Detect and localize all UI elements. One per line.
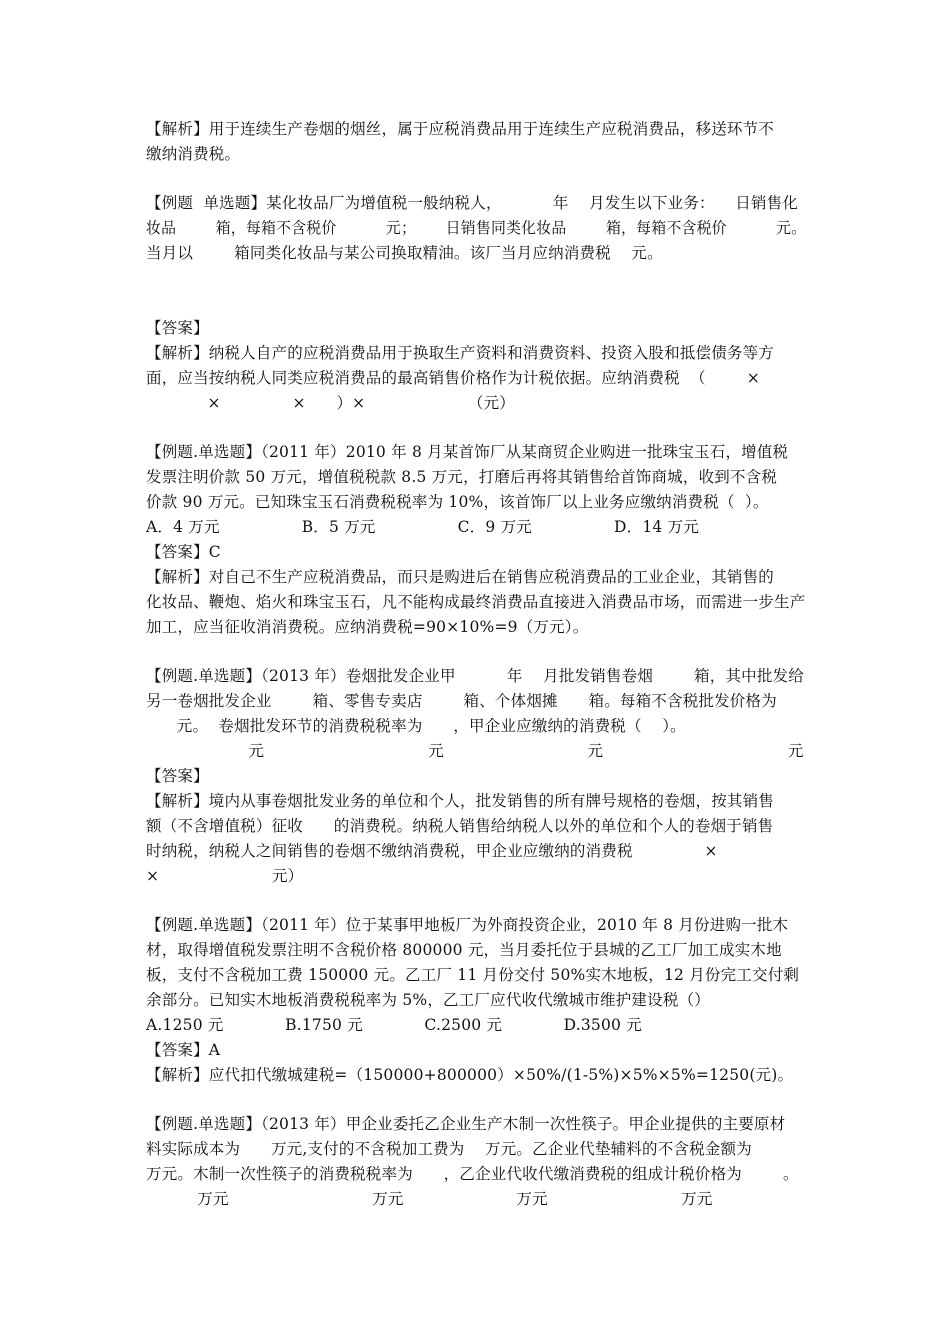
- options-line: A.1250 元 B.1750 元 C.2500 元 D.3500 元: [146, 1016, 642, 1034]
- question-line: 材，取得增值税发票注明不含税价格 800000 元，当月委托位于县城的乙工厂加工成实木地: [146, 941, 782, 959]
- analysis-line: 【解析】应代扣代缴城建税=（150000+800000）×50%/(1-5%)×5%×5%=1250(元)。: [146, 1066, 794, 1084]
- question-line: 【例题.单选题】（2013 年）卷烟批发企业甲 年 月批发销售卷烟 箱，其中批发给: [146, 667, 804, 685]
- analysis-line: 加工，应当征收消消费税。应纳消费税=90×10%=9（万元）。: [146, 618, 589, 636]
- analysis-line: 化妆品、鞭炮、焰火和珠宝玉石，凡不能构成最终消费品直接进入消费品市场，而需进一步生产: [146, 593, 806, 611]
- analysis-line: 【解析】用于连续生产卷烟的烟丝，属于应税消费品用于连续生产应税消费品，移送环节不: [146, 120, 775, 138]
- analysis-line: 【解析】对自己不生产应税消费品，而只是购进后在销售应税消费品的工业企业，其销售的: [146, 568, 775, 586]
- answer-label: 【答案】A: [146, 1041, 221, 1059]
- analysis-line: 【解析】纳税人自产的应税消费品用于换取生产资料和消费资料、投资入股和抵偿债务等方: [146, 344, 775, 362]
- analysis-line: × × ）× （元）: [146, 394, 515, 412]
- question-line: 发票注明价款 50 万元，增值税税款 8.5 万元，打磨后再将其销售给首饰商城，收到不含税: [146, 468, 778, 486]
- question-line: 元。 卷烟批发环节的消费税税率为 ，甲企业应缴纳的消费税（ ）。: [146, 717, 686, 735]
- question-line: 板，支付不含税加工费 150000 元。乙工厂 11 月份交付 50%实木地板，12 月份完工交付剩: [146, 966, 800, 984]
- options-line: 元 元 元 元: [146, 742, 804, 760]
- answer-label: 【答案】: [146, 319, 209, 337]
- question-line: 【例题.单选题】（2011 年）2010 年 8 月某首饰厂从某商贸企业购进一批珠宝玉石，增值税: [146, 443, 789, 461]
- question-line: 万元。木制一次性筷子的消费税税率为 ，乙企业代收代缴消费税的组成计税价格为 。: [146, 1165, 799, 1183]
- analysis-line: 缴纳消费税。: [146, 145, 241, 163]
- question-line: 当月以 箱同类化妆品与某公司换取精油。该厂当月应纳消费税 元。: [146, 244, 663, 262]
- question-line: 价款 90 万元。已知珠宝玉石消费税税率为 10%，该首饰厂以上业务应缴纳消费税（ ）。: [146, 493, 769, 511]
- analysis-line: 面，应当按纳税人同类应税消费品的最高销售价格作为计税依据。应纳消费税 （ ×: [146, 369, 760, 387]
- answer-label: 【答案】C: [146, 543, 221, 561]
- question-line: 另一卷烟批发企业 箱、零售专卖店 箱、个体烟摊 箱。每箱不含税批发价格为: [146, 692, 777, 710]
- analysis-line: × 元）: [146, 867, 304, 885]
- question-line: 料实际成本为 万元,支付的不含税加工费为 万元。乙企业代垫辅料的不含税金额为: [146, 1140, 752, 1158]
- analysis-line: 额（不含增值税）征收 的消费税。纳税人销售给纳税人以外的单位和个人的卷烟于销售: [146, 817, 774, 835]
- answer-label: 【答案】: [146, 767, 209, 785]
- question-line: 【例题.单选题】（2013 年）甲企业委托乙企业生产木制一次性筷子。甲企业提供的主要原材: [146, 1115, 786, 1133]
- analysis-line: 【解析】境内从事卷烟批发业务的单位和个人，批发销售的所有牌号规格的卷烟，按其销售: [146, 792, 775, 810]
- question-line: 【例题.单选题】（2011 年）位于某事甲地板厂为外商投资企业，2010 年 8 月份进购一批木: [146, 916, 789, 934]
- options-line: A．4 万元 B．5 万元 C．9 万元 D．14 万元: [146, 518, 699, 536]
- question-line: 【例题 单选题】某化妆品厂为增值税一般纳税人， 年 月发生以下业务： 日销售化: [146, 194, 799, 212]
- question-line: 妆品 箱，每箱不含税价 元； 日销售同类化妆品 箱，每箱不含税价 元。: [146, 219, 807, 237]
- question-line: 余部分。已知实木地板消费税税率为 5%，乙工厂应代收代缴城市维护建设税（）: [146, 991, 710, 1009]
- options-line: 万元 万元 万元 万元: [146, 1190, 713, 1208]
- analysis-line: 时纳税，纳税人之间销售的卷烟不缴纳消费税，甲企业应缴纳的消费税 ×: [146, 842, 718, 860]
